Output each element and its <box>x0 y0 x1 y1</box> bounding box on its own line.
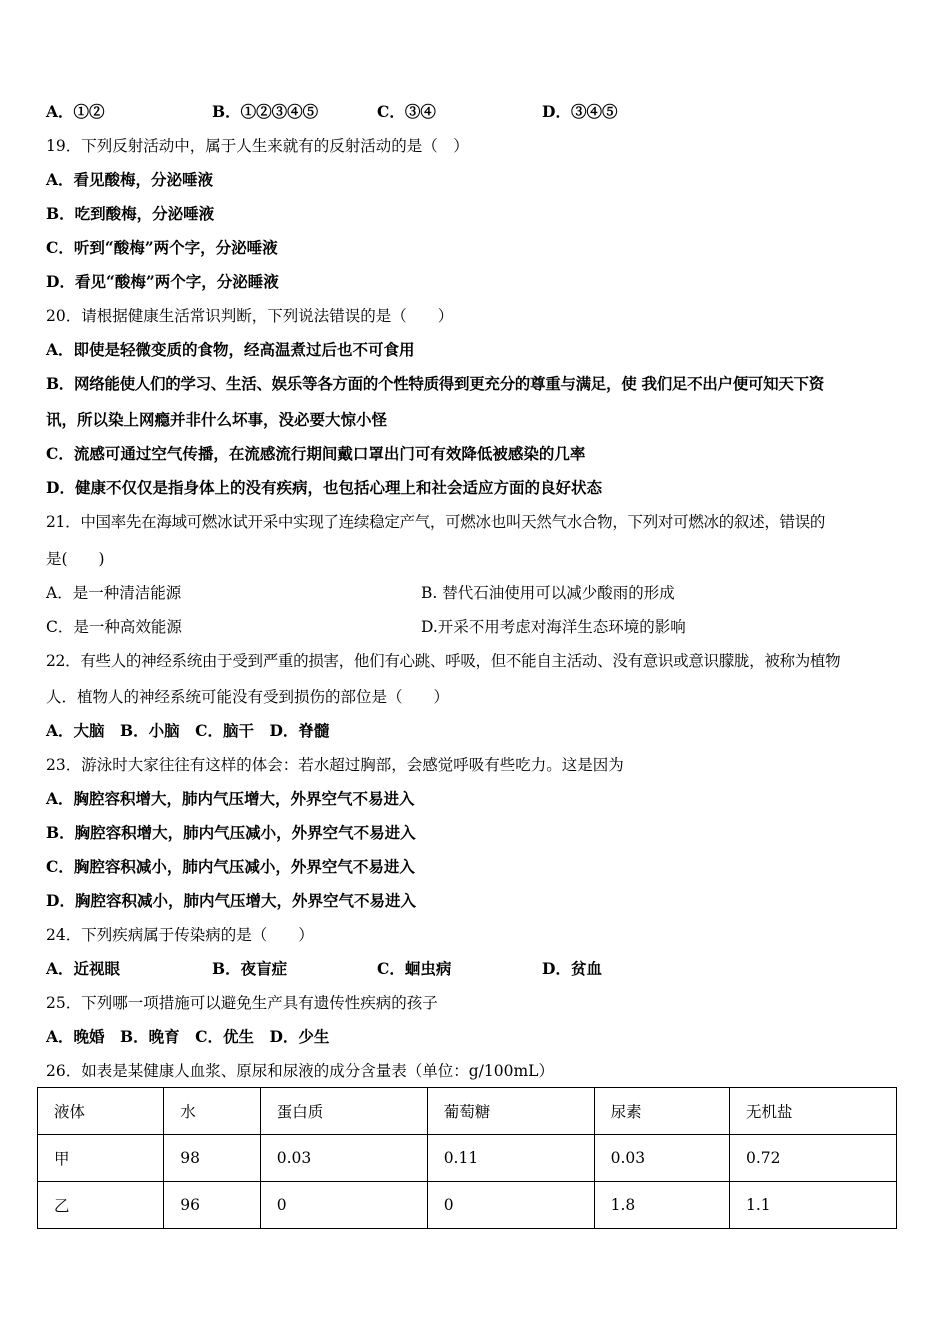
question-19-stem: 19．下列反射活动中，属于人生来就有的反射活动的是（ ） <box>46 137 469 155</box>
table-cell: 甲 <box>38 1135 164 1182</box>
table-header-cell: 葡萄糖 <box>427 1088 594 1135</box>
q24-option-c: C．蛔虫病 <box>377 959 452 978</box>
option-b: B．①②③④⑤ <box>212 102 319 121</box>
table-row <box>38 1182 897 1229</box>
q25-options: A．晚婚 B．晚育 C．优生 D．少生 <box>46 1027 330 1046</box>
table-header-cell: 液体 <box>38 1088 164 1135</box>
table-header-cell: 无机盐 <box>730 1088 897 1135</box>
q24-option-a: A．近视眼 <box>46 959 121 978</box>
q20-option-b-line2: 讯，所以染上网瘾并非什么坏事，没必要大惊小怪 <box>46 410 388 429</box>
q23-option-b: B．胸腔容积增大，肺内气压减小，外界空气不易进入 <box>46 823 416 842</box>
question-22-stem-line1: 22．有些人的神经系统由于受到严重的损害，他们有心跳、呼吸，但不能自主活动、没有意识或意识朦胧，被称为植物 <box>46 652 841 670</box>
question-24-stem: 24．下列疾病属于传染病的是（ ） <box>46 926 314 944</box>
table-cell: 0 <box>427 1182 594 1229</box>
q21-option-d: D.开采不用考虑对海洋生态环境的影响 <box>421 618 686 636</box>
q21-option-a: A．是一种清洁能源 <box>46 584 182 602</box>
table-header-cell: 蛋白质 <box>260 1088 427 1135</box>
q19-option-c: C．听到“酸梅”两个字，分泌唾液 <box>46 238 278 257</box>
table-cell: 0.11 <box>427 1135 594 1182</box>
table-cell: 1.1 <box>730 1182 897 1229</box>
composition-table <box>37 1087 897 1229</box>
table-cell: 0.03 <box>594 1135 729 1182</box>
table-header-row <box>38 1088 897 1135</box>
question-26-stem: 26．如表是某健康人血浆、原尿和尿液的成分含量表（单位：g/100mL） <box>46 1062 554 1080</box>
q22-options: A．大脑 B．小脑 C．脑干 D．脊髓 <box>46 721 330 740</box>
q21-option-c: C．是一种高效能源 <box>46 618 182 636</box>
table-cell: 98 <box>164 1135 261 1182</box>
question-20-stem: 20．请根据健康生活常识判断，下列说法错误的是（ ） <box>46 307 454 325</box>
q23-option-d: D．胸腔容积减小，肺内气压增大，外界空气不易进入 <box>46 891 416 910</box>
q20-option-a: A．即使是轻微变质的食物，经高温煮过后也不可食用 <box>46 340 415 359</box>
q20-option-d: D．健康不仅仅是指身体上的没有疾病，也包括心理上和社会适应方面的良好状态 <box>46 478 602 497</box>
q23-option-c: C．胸腔容积减小，肺内气压减小，外界空气不易进入 <box>46 857 415 876</box>
table-header-cell: 尿素 <box>594 1088 729 1135</box>
table-cell: 0.03 <box>260 1135 427 1182</box>
q20-option-c: C．流感可通过空气传播，在流感流行期间戴口罩出门可有效降低被感染的几率 <box>46 444 586 463</box>
table-row <box>38 1135 897 1182</box>
q19-option-d: D．看见“酸梅”两个字，分泌睡液 <box>46 272 279 291</box>
q20-option-b-line1: B．网络能使人们的学习、生活、娱乐等各方面的个性特质得到更充分的尊重与满足，使 我们足不出户便可知天下资 <box>46 374 824 393</box>
table-cell: 1.8 <box>594 1182 729 1229</box>
option-a: A．①② <box>46 102 105 121</box>
table-header-cell: 水 <box>164 1088 261 1135</box>
question-21-stem-line2: 是( ) <box>46 550 105 568</box>
option-d: D．③④⑤ <box>542 102 618 121</box>
q21-option-b: B. 替代石油使用可以减少酸雨的形成 <box>421 584 675 602</box>
question-22-stem-line2: 人．植物人的神经系统可能没有受到损伤的部位是（ ） <box>46 688 450 706</box>
q24-option-d: D．贫血 <box>542 959 602 978</box>
question-23-stem: 23．游泳时大家往往有这样的体会：若水超过胸部，会感觉呼吸有些吃力。这是因为 <box>46 756 624 774</box>
q19-option-a: A．看见酸梅，分泌唾液 <box>46 170 214 189</box>
table-cell: 96 <box>164 1182 261 1229</box>
table-cell: 乙 <box>38 1182 164 1229</box>
q24-option-b: B．夜盲症 <box>212 959 288 978</box>
option-c: C．③④ <box>377 102 436 121</box>
q19-option-b: B．吃到酸梅，分泌唾液 <box>46 204 215 223</box>
table-cell: 0 <box>260 1182 427 1229</box>
table-cell: 0.72 <box>730 1135 897 1182</box>
question-25-stem: 25．下列哪一项措施可以避免生产具有遗传性疾病的孩子 <box>46 994 438 1012</box>
q23-option-a: A．胸腔容积增大，肺内气压增大，外界空气不易进入 <box>46 789 415 808</box>
question-21-stem-line1: 21．中国率先在海域可燃冰试开采中实现了连续稳定产气，可燃冰也叫天然气水合物，下列对可燃冰的叙述，错误的 <box>46 513 826 531</box>
